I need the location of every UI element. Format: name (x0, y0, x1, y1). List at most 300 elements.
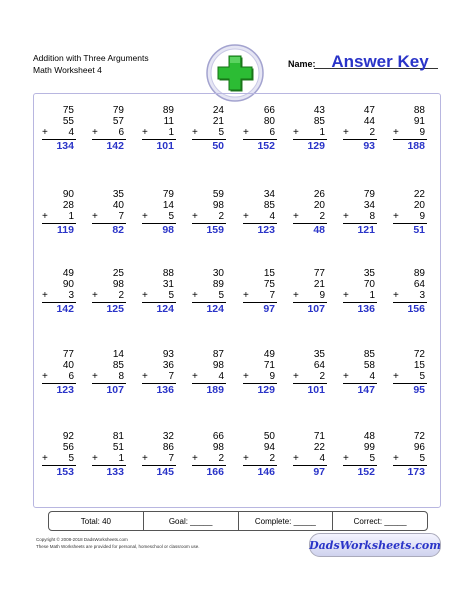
plus-sign: + (293, 371, 299, 382)
plus-sign: + (42, 127, 48, 138)
plus-sign: + (92, 453, 98, 464)
addend-3: 9 (419, 211, 425, 222)
answer: 123 (56, 384, 74, 396)
answer: 166 (206, 466, 224, 478)
addition-problem (192, 189, 226, 237)
addend-2: 21 (313, 279, 325, 290)
plus-sign: + (92, 290, 98, 301)
addend-1: 48 (363, 431, 375, 442)
addition-problem (142, 105, 176, 153)
addend-1: 49 (263, 349, 275, 360)
addend-1: 72 (413, 349, 425, 360)
addend-2: 40 (62, 360, 74, 371)
answer: 142 (56, 303, 74, 315)
addition-problem (142, 349, 176, 397)
plus-sign: + (42, 371, 48, 382)
addition-problem (393, 431, 427, 479)
total-cell: Total: 40 (80, 516, 111, 526)
plus-sign: + (343, 290, 349, 301)
answer: 125 (106, 303, 124, 315)
plus-sign: + (393, 290, 399, 301)
addend-1: 72 (413, 431, 425, 442)
addend-1: 89 (162, 105, 174, 116)
plus-sign: + (393, 211, 399, 222)
addend-2: 98 (112, 279, 124, 290)
addend-1: 49 (62, 268, 74, 279)
addend-2: 75 (263, 279, 275, 290)
addition-problem (293, 349, 327, 397)
plus-sign: + (142, 127, 148, 138)
addend-3-line (92, 127, 126, 138)
addend-3: 2 (319, 211, 325, 222)
addend-1: 50 (263, 431, 275, 442)
addend-3: 1 (369, 290, 375, 301)
addition-problem (293, 431, 327, 479)
plus-sign: + (142, 453, 148, 464)
addend-3-line (192, 127, 226, 138)
addend-3: 1 (319, 127, 325, 138)
addition-problem (92, 268, 126, 316)
plus-sign: + (42, 453, 48, 464)
answer: 152 (257, 140, 275, 152)
addend-3: 2 (269, 453, 275, 464)
brand-logo: DadsWorksheets.com (309, 533, 441, 557)
addend-3: 1 (168, 127, 174, 138)
plus-sign: + (192, 290, 198, 301)
answer: 134 (56, 140, 74, 152)
addend-2: 64 (413, 279, 425, 290)
addition-problem (343, 268, 377, 316)
correct-cell: Correct: _____ (332, 512, 427, 530)
addend-3: 5 (68, 453, 74, 464)
goal-cell: Goal: _____ (143, 512, 238, 530)
addend-1: 92 (62, 431, 74, 442)
plus-sign: + (92, 371, 98, 382)
addend-2: 71 (263, 360, 275, 371)
plus-sign: + (343, 371, 349, 382)
addition-problem (92, 431, 126, 479)
addend-3-line (393, 290, 427, 301)
plus-sign: + (192, 371, 198, 382)
complete-cell: Complete: _____ (238, 512, 333, 530)
answer: 101 (156, 140, 174, 152)
addend-2: 20 (413, 200, 425, 211)
addend-3: 1 (118, 453, 124, 464)
addend-3: 4 (68, 127, 74, 138)
answer: 124 (206, 303, 224, 315)
addend-3-line (42, 211, 76, 222)
addend-2: 85 (263, 200, 275, 211)
addend-3-line (293, 453, 327, 464)
plus-sign: + (343, 211, 349, 222)
problem-grid (33, 93, 441, 508)
addend-1: 88 (162, 268, 174, 279)
addend-3: 5 (168, 290, 174, 301)
addition-problem (393, 105, 427, 153)
answer: 107 (307, 303, 325, 315)
addend-3-line (42, 453, 76, 464)
plus-sign: + (393, 127, 399, 138)
addend-3-line (192, 211, 226, 222)
addend-3: 9 (319, 290, 325, 301)
plus-sign: + (393, 371, 399, 382)
addend-3: 2 (369, 127, 375, 138)
addend-2: 80 (263, 116, 275, 127)
addend-2: 21 (212, 116, 224, 127)
copyright-line-2: These Math Worksheets are provided for personal, homeschool or classroom use. (36, 544, 200, 549)
addend-2: 15 (413, 360, 425, 371)
addend-3: 7 (118, 211, 124, 222)
answer: 136 (156, 384, 174, 396)
plus-sign: + (142, 211, 148, 222)
addend-3-line (92, 211, 126, 222)
addend-3-line (293, 371, 327, 382)
addition-problem (243, 105, 277, 153)
problem-row (34, 189, 440, 259)
addend-1: 77 (313, 268, 325, 279)
addend-3-line (142, 453, 176, 464)
addition-problem (92, 105, 126, 153)
addition-problem (42, 268, 76, 316)
addend-1: 43 (313, 105, 325, 116)
addend-2: 86 (162, 442, 174, 453)
addend-3-line (343, 290, 377, 301)
addend-1: 14 (112, 349, 124, 360)
addend-3: 4 (218, 371, 224, 382)
plus-sign: + (293, 127, 299, 138)
plus-sign: + (243, 371, 249, 382)
addend-3-line (243, 127, 277, 138)
worksheet-title (33, 52, 149, 76)
score-bar (48, 511, 428, 531)
addend-2: 20 (313, 200, 325, 211)
addend-2: 55 (62, 116, 74, 127)
addition-problem (343, 189, 377, 237)
plus-sign: + (142, 290, 148, 301)
addend-3-line (192, 453, 226, 464)
addend-3: 5 (218, 290, 224, 301)
addend-2: 36 (162, 360, 174, 371)
addend-1: 30 (212, 268, 224, 279)
addend-3-line (293, 211, 327, 222)
plus-sign: + (393, 453, 399, 464)
addend-1: 90 (62, 189, 74, 200)
addend-2: 85 (112, 360, 124, 371)
copyright-line-1: Copyright © 2008-2018 DadsWorksheets.com (36, 537, 128, 542)
addend-1: 59 (212, 189, 224, 200)
answer: 95 (413, 384, 425, 396)
addend-3-line (393, 453, 427, 464)
answer: 142 (106, 140, 124, 152)
addend-1: 79 (112, 105, 124, 116)
addend-2: 14 (162, 200, 174, 211)
addition-problem (393, 189, 427, 237)
title-line-1: Addition with Three Arguments (33, 53, 149, 63)
answer: 189 (206, 384, 224, 396)
name-label: Name: (288, 59, 316, 69)
addition-problem (343, 105, 377, 153)
problem-row (34, 431, 440, 501)
answer: 159 (206, 224, 224, 236)
addition-problem (42, 189, 76, 237)
addition-problem (293, 189, 327, 237)
addend-3: 5 (419, 371, 425, 382)
addition-problem (142, 189, 176, 237)
addend-2: 85 (313, 116, 325, 127)
addend-3: 4 (319, 453, 325, 464)
plus-sign: + (92, 211, 98, 222)
answer: 97 (263, 303, 275, 315)
addend-3-line (142, 127, 176, 138)
addition-problem (293, 268, 327, 316)
answer: 153 (56, 466, 74, 478)
addend-3-line (192, 371, 226, 382)
addend-1: 35 (313, 349, 325, 360)
addend-1: 89 (413, 268, 425, 279)
addend-3: 8 (118, 371, 124, 382)
addition-problem (192, 349, 226, 397)
addition-problem (243, 268, 277, 316)
addend-2: 22 (313, 442, 325, 453)
answer: 145 (156, 466, 174, 478)
addend-1: 66 (263, 105, 275, 116)
answer: 97 (313, 466, 325, 478)
addend-1: 35 (112, 189, 124, 200)
addend-3: 5 (168, 211, 174, 222)
addend-3: 7 (168, 453, 174, 464)
plus-sign: + (343, 127, 349, 138)
addend-3: 1 (68, 211, 74, 222)
plus-sign: + (192, 211, 198, 222)
answer: 101 (307, 384, 325, 396)
addend-3-line (243, 290, 277, 301)
addend-3: 2 (319, 371, 325, 382)
plus-sign: + (343, 453, 349, 464)
addend-3: 6 (68, 371, 74, 382)
addition-problem (42, 349, 76, 397)
problem-row (34, 105, 440, 175)
addition-problem (42, 431, 76, 479)
plus-sign: + (243, 211, 249, 222)
addend-1: 75 (62, 105, 74, 116)
answer: 124 (156, 303, 174, 315)
addition-problem (293, 105, 327, 153)
addend-2: 99 (363, 442, 375, 453)
addend-3-line (243, 211, 277, 222)
addend-2: 57 (112, 116, 124, 127)
addend-1: 32 (162, 431, 174, 442)
addend-3-line (192, 290, 226, 301)
problem-row (34, 268, 440, 338)
plus-sign: + (192, 127, 198, 138)
addend-3-line (142, 290, 176, 301)
addend-3-line (343, 127, 377, 138)
answer: 133 (106, 466, 124, 478)
addition-problem (393, 268, 427, 316)
addition-problem (42, 105, 76, 153)
addend-3-line (343, 371, 377, 382)
addend-2: 28 (62, 200, 74, 211)
plus-sign: + (293, 290, 299, 301)
addend-2: 64 (313, 360, 325, 371)
addition-problem (243, 431, 277, 479)
answer: 156 (407, 303, 425, 315)
addend-3-line (92, 453, 126, 464)
addend-1: 87 (212, 349, 224, 360)
answer: 82 (112, 224, 124, 236)
addend-3: 4 (369, 371, 375, 382)
plus-sign: + (243, 453, 249, 464)
addend-3: 6 (118, 127, 124, 138)
answer: 147 (357, 384, 375, 396)
answer: 93 (363, 140, 375, 152)
addend-3: 3 (68, 290, 74, 301)
addend-2: 98 (212, 200, 224, 211)
addend-3-line (293, 127, 327, 138)
plus-sign: + (42, 290, 48, 301)
addition-problem (343, 431, 377, 479)
plus-sign: + (142, 371, 148, 382)
addition-problem (192, 431, 226, 479)
addition-problem (243, 189, 277, 237)
addend-1: 85 (363, 349, 375, 360)
addend-1: 81 (112, 431, 124, 442)
addend-2: 31 (162, 279, 174, 290)
addend-3: 7 (269, 290, 275, 301)
addition-problem (192, 268, 226, 316)
addend-1: 79 (363, 189, 375, 200)
addend-1: 25 (112, 268, 124, 279)
addend-2: 98 (212, 442, 224, 453)
addend-3-line (42, 371, 76, 382)
addition-problem (243, 349, 277, 397)
answer: 51 (413, 224, 425, 236)
plus-sign: + (293, 211, 299, 222)
addend-1: 26 (313, 189, 325, 200)
addend-3-line (42, 127, 76, 138)
addend-3: 2 (118, 290, 124, 301)
addend-2: 11 (163, 116, 174, 127)
answer: 98 (162, 224, 174, 236)
addend-2: 90 (62, 279, 74, 290)
addend-1: 93 (162, 349, 174, 360)
addend-3-line (293, 290, 327, 301)
addend-3-line (393, 211, 427, 222)
addend-3: 5 (419, 453, 425, 464)
copyright (36, 536, 200, 550)
plus-sign: + (42, 211, 48, 222)
addend-2: 51 (112, 442, 124, 453)
addend-3-line (393, 371, 427, 382)
addend-1: 35 (363, 268, 375, 279)
addend-3-line (343, 453, 377, 464)
addend-3-line (92, 371, 126, 382)
addend-3-line (343, 211, 377, 222)
addend-3-line (243, 371, 277, 382)
answer: 121 (357, 224, 375, 236)
addend-1: 88 (413, 105, 425, 116)
answer: 129 (307, 140, 325, 152)
addition-problem (92, 349, 126, 397)
addition-problem (393, 349, 427, 397)
addition-problem (343, 349, 377, 397)
plus-sign: + (192, 453, 198, 464)
plus-sign: + (243, 290, 249, 301)
addend-1: 47 (363, 105, 375, 116)
addend-3: 5 (369, 453, 375, 464)
addend-3-line (243, 453, 277, 464)
addition-problem (192, 105, 226, 153)
answer: 123 (257, 224, 275, 236)
answer: 173 (407, 466, 425, 478)
addend-3: 4 (269, 211, 275, 222)
answer: 152 (357, 466, 375, 478)
addend-1: 79 (162, 189, 174, 200)
addend-1: 15 (263, 268, 275, 279)
problem-row (34, 349, 440, 419)
addition-problem (142, 268, 176, 316)
addition-problem (142, 431, 176, 479)
addend-2: 44 (363, 116, 375, 127)
addend-3: 7 (168, 371, 174, 382)
plus-sign: + (243, 127, 249, 138)
plus-sign: + (92, 127, 98, 138)
addend-1: 77 (62, 349, 74, 360)
addend-3-line (142, 211, 176, 222)
answer: 50 (212, 140, 224, 152)
addend-2: 70 (363, 279, 375, 290)
answer: 129 (257, 384, 275, 396)
addend-2: 58 (363, 360, 375, 371)
addend-2: 89 (212, 279, 224, 290)
addend-3: 2 (218, 211, 224, 222)
addend-3-line (42, 290, 76, 301)
addend-3: 3 (419, 290, 425, 301)
addend-1: 34 (263, 189, 275, 200)
addend-3: 2 (218, 453, 224, 464)
answer: 119 (57, 224, 74, 236)
addend-2: 94 (263, 442, 275, 453)
answer: 48 (313, 224, 325, 236)
addend-2: 91 (413, 116, 425, 127)
addend-3: 5 (218, 127, 224, 138)
addend-3: 9 (269, 371, 275, 382)
addend-3: 8 (369, 211, 375, 222)
addend-3-line (92, 290, 126, 301)
answer: 136 (357, 303, 375, 315)
addend-3: 6 (269, 127, 275, 138)
addend-1: 22 (413, 189, 425, 200)
addend-1: 24 (212, 105, 224, 116)
addition-problem (92, 189, 126, 237)
addend-3-line (393, 127, 427, 138)
answer-key-label: Answer Key (331, 52, 429, 71)
answer: 188 (407, 140, 425, 152)
title-line-2: Math Worksheet 4 (33, 65, 102, 75)
addend-3: 9 (419, 127, 425, 138)
addend-2: 96 (413, 442, 425, 453)
addend-1: 66 (212, 431, 224, 442)
addend-2: 40 (112, 200, 124, 211)
addend-3-line (142, 371, 176, 382)
addend-2: 34 (363, 200, 375, 211)
plus-sign: + (293, 453, 299, 464)
addend-2: 98 (212, 360, 224, 371)
addend-2: 56 (62, 442, 74, 453)
answer: 146 (257, 466, 275, 478)
answer: 107 (106, 384, 124, 396)
addend-1: 71 (313, 431, 325, 442)
